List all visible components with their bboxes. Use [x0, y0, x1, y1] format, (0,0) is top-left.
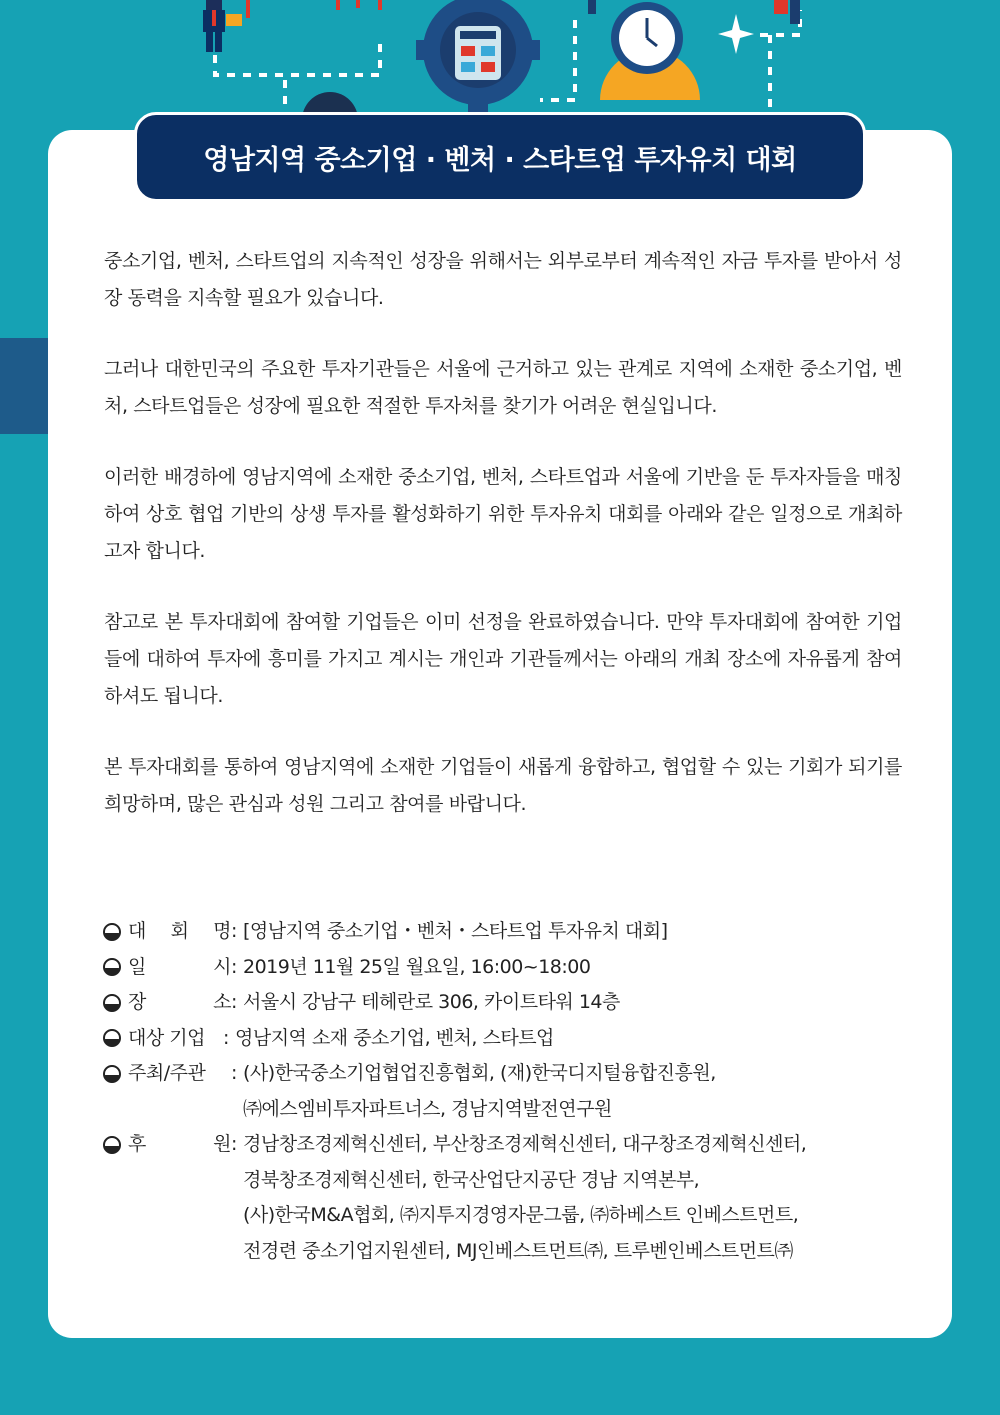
detail-row-target: [102, 1021, 912, 1057]
page-title: 영남지역 중소기업 · 벤처 · 스타트업 투자유치 대회: [203, 144, 797, 176]
businessman-icon: [203, 0, 250, 52]
detail-row-event-name: [102, 914, 912, 950]
detail-colon: :: [231, 920, 237, 942]
detail-row-datetime: [102, 950, 912, 986]
bullet-circle-icon: [102, 985, 128, 1020]
paragraph: 그러나 대한민국의 주요한 투자기관들은 서울에 근거하고 있는 관계로 지역에 소재한 중소기업, 벤처, 스타트업들은 성장에 필요한 적절한 투자처를 찾기가 어려운 현실입니다.: [104, 358, 902, 417]
detail-value: (사)한국중소기업협업진흥협회, (재)한국디지털융합진흥원, ㈜에스엠비투자파트너스, 경남지역발전연구원: [243, 1062, 716, 1120]
sparkle-icon: [718, 14, 754, 54]
detail-label: 대 회 명: [128, 920, 231, 942]
event-details: [102, 914, 912, 1269]
bullet-circle-icon: [102, 1021, 128, 1056]
bullet-circle-icon: [102, 1127, 128, 1162]
detail-row-venue: [102, 985, 912, 1021]
detail-colon: :: [231, 991, 237, 1013]
bullet-circle-icon: [102, 950, 128, 985]
paragraph: 참고로 본 투자대회에 참여할 기업들은 이미 선정을 완료하였습니다. 만약 투자대회에 참여한 기업들에 대하여 투자에 흥미를 가지고 계시는 개인과 기관들께서는 아래의 개최 장소에 자유롭게 참여하셔도 됩니다.: [104, 611, 902, 707]
detail-row-sponsors: [102, 1127, 912, 1269]
bullet-circle-icon: [102, 1056, 128, 1091]
title-banner: [134, 112, 866, 202]
detail-label: 후 원: [128, 1133, 231, 1155]
detail-colon: :: [231, 955, 237, 978]
detail-label: 장 소: [128, 991, 231, 1013]
paragraph: 중소기업, 벤처, 스타트업의 지속적인 성장을 위해서는 외부로부터 계속적인 자금 투자를 받아서 성장 동력을 지속할 필요가 있습니다.: [104, 250, 902, 309]
header-illustration: [0, 0, 1000, 130]
detail-value: 경남창조경제혁신센터, 부산창조경제혁신센터, 대구창조경제혁신센터, 경북창조경제혁신센터, 한국산업단지공단 경남 지역본부, (사)한국M&A협회, ㈜지투지경영자문그룹, ㈜하베스트 인베스트먼트, 전경련 중소기업지원센터, MJ인베스트먼트㈜, 트루벤인베스트먼트㈜: [243, 1133, 807, 1262]
detail-label: 일 시: [128, 955, 231, 978]
detail-value: [영남지역 중소기업・벤처・스타트업 투자유치 대회]: [243, 920, 668, 942]
detail-colon: :: [223, 1026, 229, 1049]
paragraph: 이러한 배경하에 영남지역에 소재한 중소기업, 벤처, 스타트업과 서울에 기반을 둔 투자자들을 매칭하여 상호 협업 기반의 상생 투자를 활성화하기 위한 투자유치 대회를 아래와 같은 일정으로 개최하고자 합니다.: [104, 466, 902, 562]
detail-colon: :: [231, 1133, 237, 1155]
bullet-circle-icon: [102, 914, 128, 949]
detail-value: 영남지역 소재 중소기업, 벤처, 스타트업: [235, 1026, 554, 1049]
detail-colon: :: [231, 1062, 237, 1084]
detail-label: 주최/주관: [128, 1062, 206, 1084]
body-text: [104, 243, 902, 857]
detail-row-organizers: [102, 1056, 912, 1127]
calculator-icon: [455, 26, 501, 80]
paragraph: 본 투자대회를 통하여 영남지역에 소재한 기업들이 새롭게 융합하고, 협업할 수 있는 기회가 되기를 희망하며, 많은 관심과 성원 그리고 참여를 바랍니다.: [104, 756, 902, 815]
detail-value: 서울시 강남구 테헤란로 306, 카이트타워 14층: [243, 991, 620, 1013]
side-tab: [0, 338, 48, 434]
detail-value: 2019년 11월 25일 월요일, 16:00~18:00: [243, 955, 591, 978]
detail-label: 대상 기업: [128, 1026, 205, 1049]
clock-icon: [588, 0, 700, 100]
